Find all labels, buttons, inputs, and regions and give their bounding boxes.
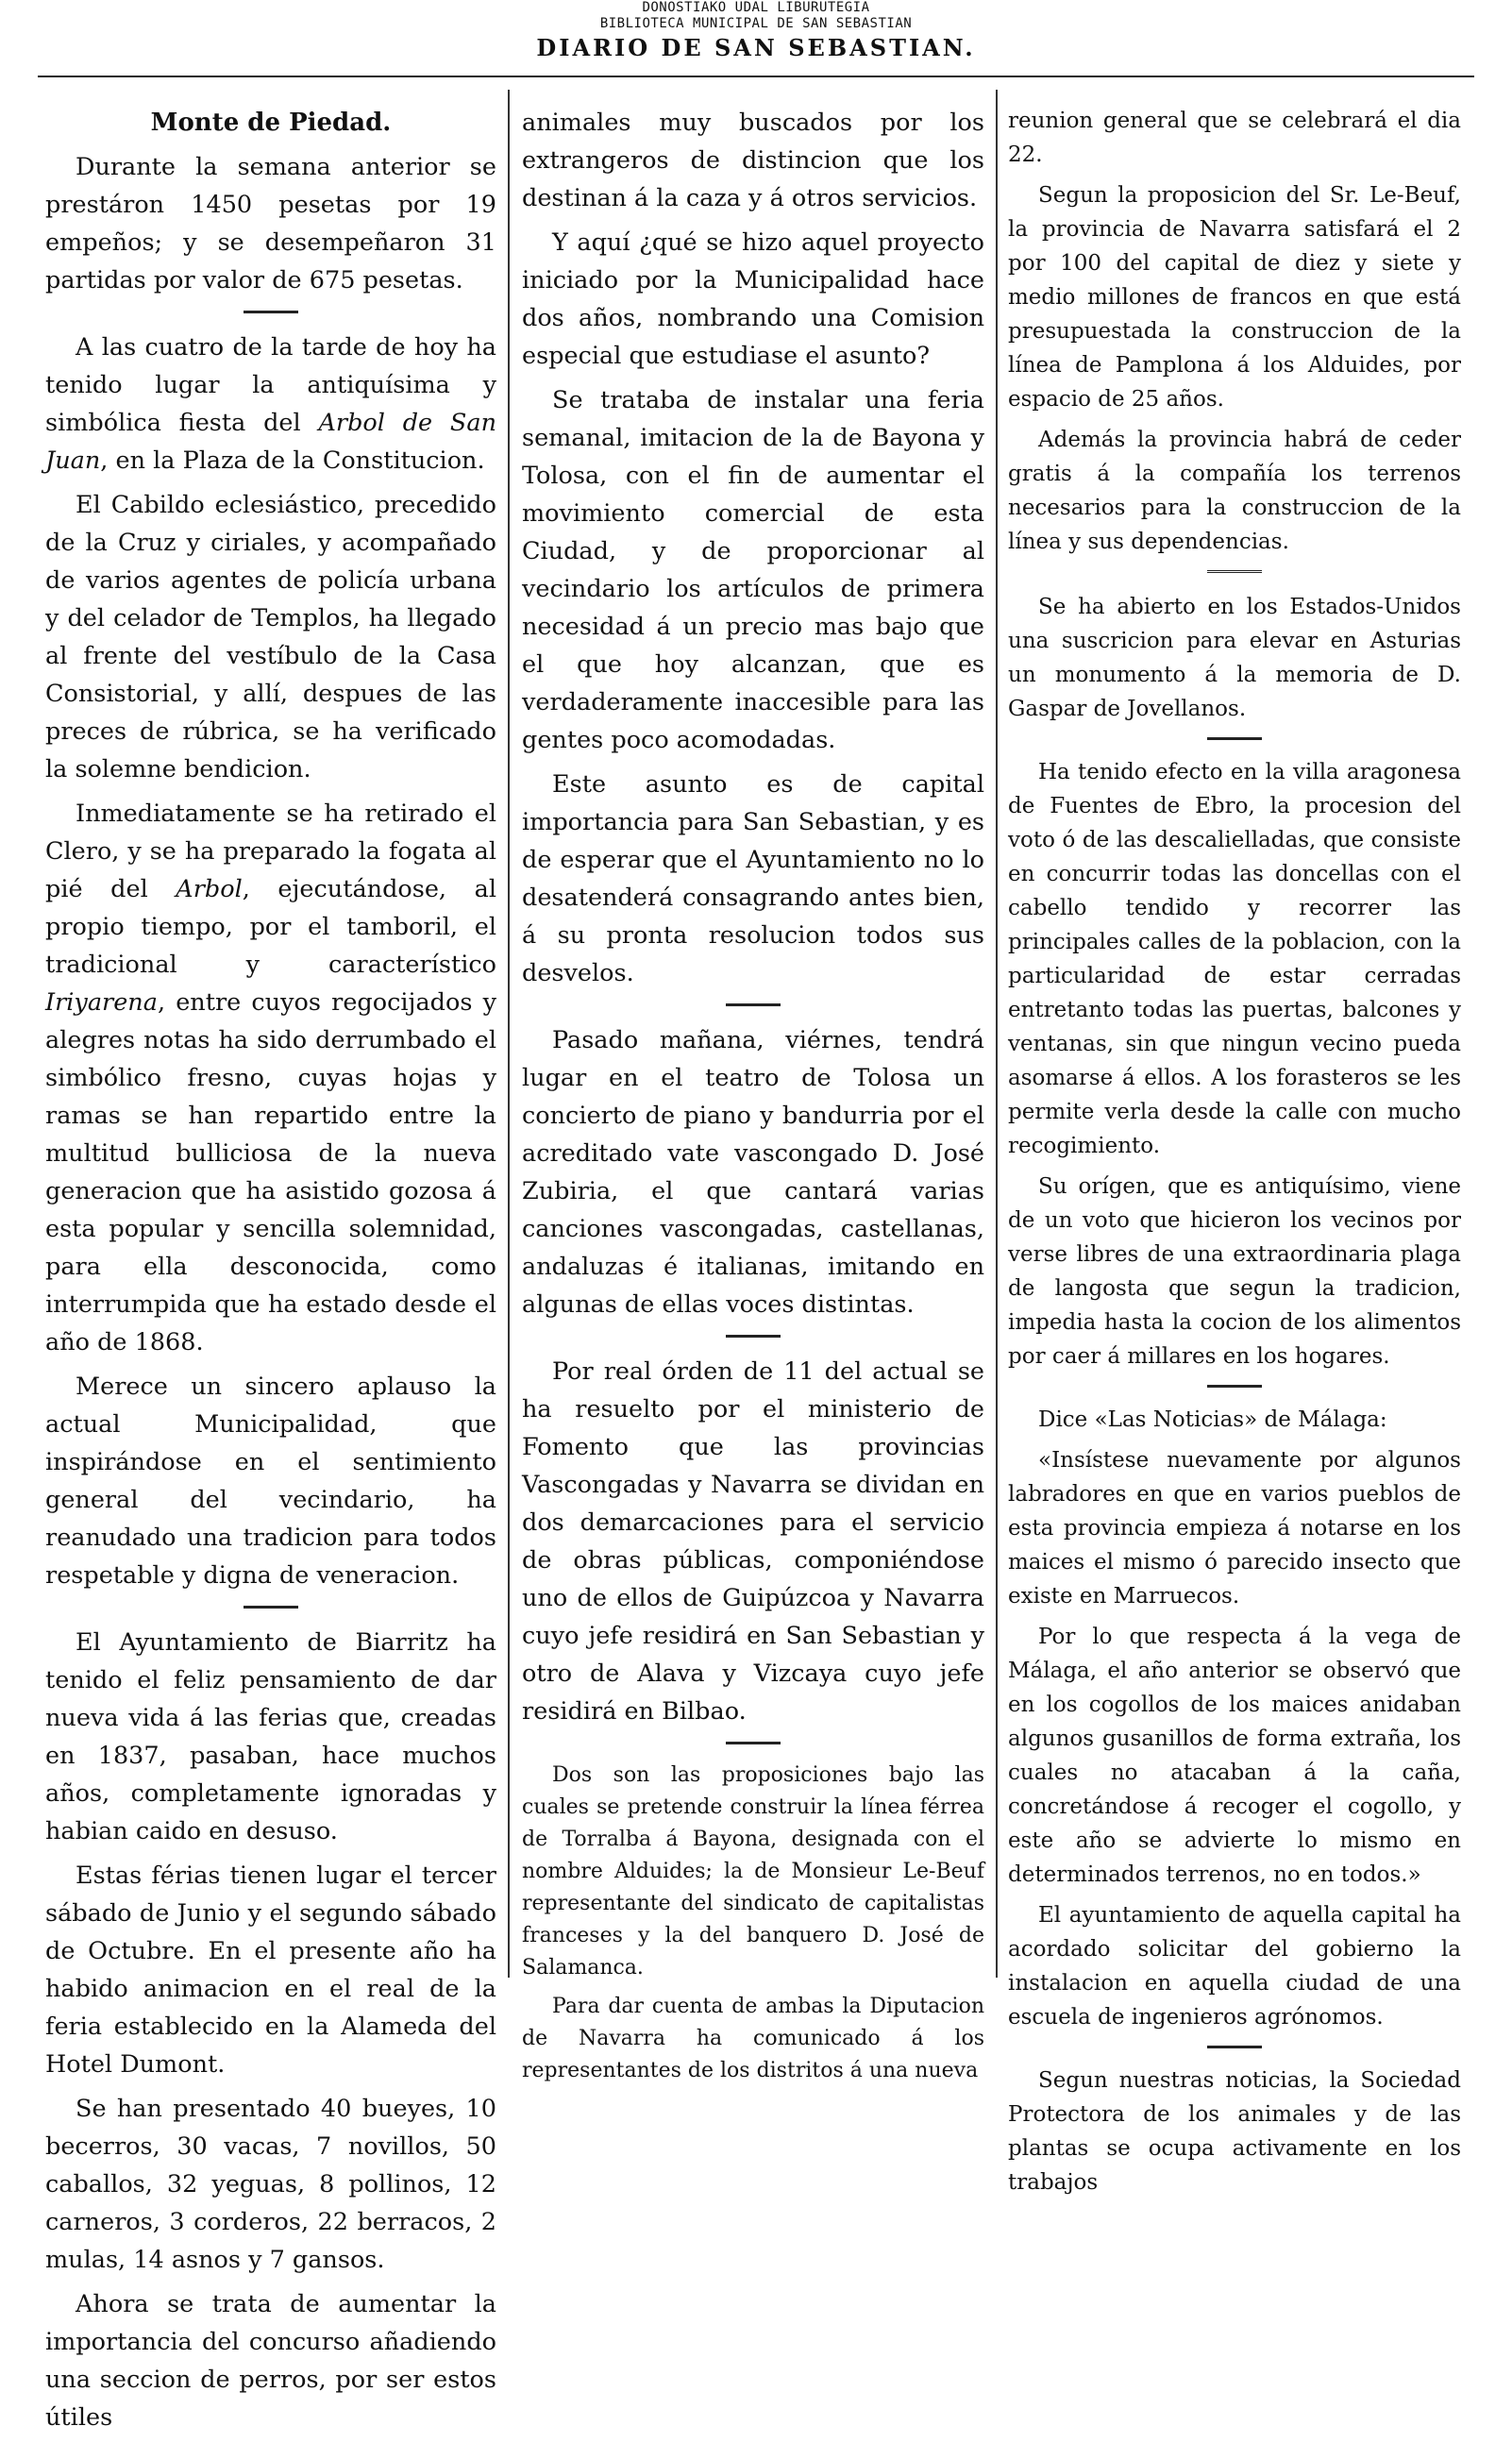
masthead (0, 0, 1512, 61)
article-paragraph: Merece un sincero aplauso la actual Municipalidad, que inspirándose en el sentimiento general del vecindario, ha reanudado una tradicion para todos respetable y digna de veneracion. (45, 1373, 496, 1590)
newspaper-title: DIARIO DE SAN SEBASTIAN. (536, 34, 976, 61)
column-3 (1008, 104, 1461, 2206)
article-paragraph: Se ha abierto en los Estados-Unidos una suscricion para elevar en Asturias un monumento á la memoria de D. Gaspar de Jovellanos. (1008, 595, 1461, 721)
library-name-basque: DONOSTIAKO UDAL LIBURUTEGIA (642, 0, 870, 15)
column-2 (522, 104, 984, 2094)
article-paragraph: Ha tenido efecto en la villa aragonesa de Fuentes de Ebro, la procesion del voto ó de las descalielladas, que consiste en concurrir todas las doncellas con el cabello tendido y recorrer las principales calles de la poblacion, con la particularidad de estar cerradas entretanto todas las puertas, balcones y ventanas, sin que ningun vecino pueda asomarse á ellos. A los forasteros se les permite verla desde la calle con mucho recogimiento. (1008, 760, 1461, 1158)
article-paragraph: Segun nuestras noticias, la Sociedad Protectora de los animales y de las plantas se ocupa activamente en los trabajos (1008, 2068, 1461, 2195)
separator (726, 1003, 781, 1006)
library-name-spanish: BIBLIOTECA MUNICIPAL DE SAN SEBASTIAN (599, 16, 913, 31)
header-rule (38, 76, 1474, 77)
article-paragraph: El ayuntamiento de aquella capital ha acordado solicitar del gobierno la instalacion en aquella ciudad de una escuela de ingenieros agrónomos. (1008, 1903, 1461, 2030)
italic-text: Arbol de San Juan (45, 409, 496, 475)
italic-text: Iriyarena (45, 988, 158, 1017)
column-divider (996, 90, 998, 1978)
italic-text: Arbol (176, 875, 243, 903)
article-paragraph: Pasado mañana, viérnes, tendrá lugar en el teatro de Tolosa un concierto de piano y bandurria por el acreditado vate vascongado D. José Zubiria, el que cantará varias canciones vascongadas, castellanas, andaluzas é italianas, imitando en algunas de ellas voces distintas. (522, 1026, 984, 1319)
article-paragraph: Segun la proposicion del Sr. Le-Beuf, la provincia de Navarra satisfará el 2 por 100 del capital de diez y siete y medio millones de francos en que está presupuestada la construccion de la línea de Pamplona á los Alduides, por espacio de 25 años. (1008, 183, 1461, 412)
article-paragraph: Durante la semana anterior se prestáron 1450 pesetas por 19 empeños; y se desempeñaron 31 partidas por valor de 675 pesetas. (45, 153, 496, 295)
separator (726, 1742, 781, 1744)
separator (244, 311, 298, 313)
article-paragraph: El Ayuntamiento de Biarritz ha tenido el feliz pensamiento de dar nueva vida á las ferias que, creadas en 1837, pasaban, hace muchos años, completamente ignoradas y habian caido en desuso. (45, 1628, 496, 1845)
article-paragraph: Su orígen, que es antiquísimo, viene de un voto que hicieron los vecinos por verse libres de una extraordinaria plaga de langosta que segun la tradicion, impedia hasta la cocion de los alimentos por caer á millares en los hogares. (1008, 1174, 1461, 1369)
column-divider (508, 90, 510, 1978)
article-paragraph: Se han presentado 40 bueyes, 10 becerros, 30 vacas, 7 novillos, 50 caballos, 32 yeguas, 8 pollinos, 12 carneros, 3 corderos, 22 berracos, 2 mulas, 14 asnos y 7 gansos. (45, 2095, 496, 2274)
article-paragraph: Y aquí ¿qué se hizo aquel proyecto iniciado por la Municipalidad hace dos años, nombrando una Comision especial que estudiase el asunto? (522, 228, 984, 370)
separator (1207, 737, 1262, 740)
article-paragraph: reunion general que se celebrará el dia 22. (1008, 109, 1461, 167)
article-paragraph: Estas férias tienen lugar el tercer sábado de Junio y el segundo sábado de Octubre. En el presente año ha habido animacion en el real de la feria establecido en la Alameda del Hotel Dumont. (45, 1862, 496, 2079)
article-paragraph: Dice «Las Noticias» de Málaga: (1038, 1407, 1387, 1432)
separator (726, 1335, 781, 1338)
article-paragraph: Además la provincia habrá de ceder gratis á la compañía los terrenos necesarios para la construccion de la línea y sus dependencias. (1008, 428, 1461, 554)
article-paragraph: El Cabildo eclesiástico, precedido de la Cruz y ciriales, y acompañado de varios agentes de policía urbana y del celador de Templos, ha llegado al frente del vestíbulo de la Casa Consistorial, y allí, despues de las preces de rúbrica, se ha verificado la solemne bendicion. (45, 491, 496, 783)
separator (1207, 1385, 1262, 1388)
article-paragraph: animales muy buscados por los extrangeros de distincion que los destinan á la caza y á otros servicios. (522, 109, 984, 212)
article-paragraph: Este asunto es de capital importancia para San Sebastian, y es de esperar que el Ayuntamiento no lo desatenderá consagrando antes bien, á su pronta resolucion todos sus desvelos. (522, 770, 984, 987)
article-paragraph: Inmediatamente se ha retirado el Clero, y se ha preparado la fogata al pié del Arbol, ejecutándose, al propio tiempo, por el tamboril, el tradicional y característico Iriyarena, entre cuyos regocijados y alegres notas ha sido derrumbado el simbólico fresno, cuyas hojas y ramas se han repartido entre la multitud bulliciosa de la nueva generacion que ha asistido gozosa á esta popular y sencilla solemnidad, para ella desconocida, como interrumpida que ha estado desde el año de 1868. (45, 800, 496, 1356)
article-paragraph: «Insístese nuevamente por algunos labradores en que en varios pueblos de esta provincia empieza á notarse en los maices el mismo ó parecido insecto que existe en Marruecos. (1008, 1448, 1461, 1609)
column-1 (45, 104, 496, 2443)
article-paragraph: Dos son las proposiciones bajo las cuales se pretende construir la línea férrea de Torralba á Bayona, designada con el nombre Alduides; la de Monsieur Le-Beuf representante del sindicato de capitalistas franceses y la del banquero D. José de Salamanca. (522, 1763, 984, 1980)
article-paragraph: A las cuatro de la tarde de hoy ha tenido lugar la antiquísima y simbólica fiesta del Arbol de San Juan, en la Plaza de la Constitucion. (45, 333, 496, 475)
article-paragraph: Por real órden de 11 del actual se ha resuelto por el ministerio de Fomento que las provincias Vascongadas y Navarra se dividan en dos demarcaciones para el servicio de obras públicas, componiéndose uno de ellos de Guipúzcoa y Navarra cuyo jefe residirá en San Sebastian y otro de Alava y Vizcaya cuyo jefe residirá en Bilbao. (522, 1357, 984, 1726)
section-heading: Monte de Piedad. (150, 109, 392, 137)
article-paragraph: Para dar cuenta de ambas la Diputacion de Navarra ha comunicado á los representantes de los distritos á una nueva (522, 1995, 984, 2082)
separator (1207, 2046, 1262, 2048)
separator (1207, 570, 1262, 575)
article-paragraph: Ahora se trata de aumentar la importancia del concurso añadiendo una seccion de perros, por ser estos útiles (45, 2290, 496, 2432)
article-paragraph: Se trataba de instalar una feria semanal, imitacion de la de Bayona y Tolosa, con el fin de aumentar el movimiento comercial de esta Ciudad, y de proporcionar al vecindario los artículos de primera necesidad á un precio mas bajo que el que hoy alcanzan, que es verdaderamente inaccesible para las gentes poco acomodadas. (522, 386, 984, 754)
separator (244, 1606, 298, 1609)
article-paragraph: Por lo que respecta á la vega de Málaga, el año anterior se observó que en los cogollos de los maices anidaban algunos gusanillos de forma extraña, los cuales no atacaban á la caña, concretándose á recoger el cogollo, y este año se advierte lo mismo en determinados terrenos, no en todos.» (1008, 1625, 1461, 1887)
